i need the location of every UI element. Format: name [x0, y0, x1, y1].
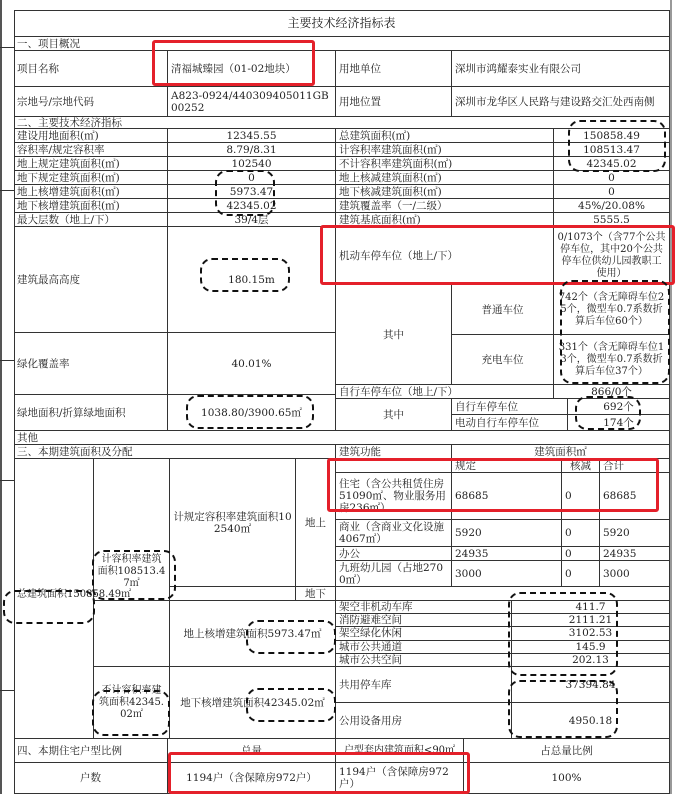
hz-value: 202.13: [512, 654, 670, 667]
indicator-label: 建筑基底面积(㎡): [336, 213, 554, 227]
dx-value: 4950.18: [512, 703, 670, 739]
hz-value: 145.9: [512, 641, 670, 654]
margin-tick: [0, 480, 14, 481]
s4-ratio-header: 占总量比例: [464, 739, 670, 763]
indicator-value: 5973.47: [168, 185, 336, 199]
bike-label: 自行车停车位: [452, 399, 568, 415]
parcel-code-value: A823-0924/440309405011GB00252: [168, 87, 336, 117]
ebike-label: 电动自行车停车位: [452, 415, 568, 431]
hz-area-cell: 地上核增建筑面积5973.47㎡: [170, 601, 336, 667]
hushu-label: 户数: [14, 763, 168, 794]
green-cover-value: 40.01%: [168, 333, 336, 395]
indicator-label: 容积率/规定容积率: [14, 143, 168, 157]
hz-name: 城市公共通道: [336, 641, 512, 654]
parking-label: 机动车停车位（地上/下）: [336, 227, 554, 285]
indicator-label: 地下核减建筑面积(㎡): [336, 185, 554, 199]
func-header: 建筑功能: [336, 445, 452, 459]
section-3-header: 三、本期建筑面积及分配: [14, 445, 336, 459]
s4-total-header: 总量: [168, 739, 336, 763]
function-hejian: 0: [562, 520, 600, 547]
indicator-value: 150858.49: [554, 129, 670, 143]
total-area-cell: 总建筑面积150858.49㎡: [14, 459, 94, 739]
indicator-label: 最大层数（地上/下）: [14, 213, 168, 227]
function-name: 办公: [336, 547, 452, 561]
section-2-header: 二、主要技术经济指标: [14, 117, 670, 129]
indicator-label: 地下规定建筑面积(㎡): [14, 171, 168, 185]
dxhz-area-cell: 地下核增建筑面积42345.02㎡: [170, 667, 336, 739]
bike-qizhong: 其中: [336, 399, 452, 431]
col-heji: 合计: [600, 459, 670, 473]
function-hejian: 0: [562, 473, 600, 520]
project-name-label: 项目名称: [14, 51, 168, 87]
indicator-label: 建设用地面积(㎡): [14, 129, 168, 143]
section-4-header: 四、本期住宅户型比例: [14, 739, 168, 763]
function-name: 住宅（含公共租赁住房51090㎡、物业服务用房236㎡）: [336, 473, 452, 520]
indicator-value: 45%/20.08%: [554, 199, 670, 213]
bike-parking-value: 866/0个: [554, 385, 670, 399]
indicator-label: 建筑覆盖率（一/二级）: [336, 199, 554, 213]
hushu-total: 1194户（含保障房972户）: [168, 763, 336, 794]
function-guiding: 3000: [452, 561, 562, 587]
indicator-label: 总建筑面积(㎡): [336, 129, 554, 143]
indicator-value: 0: [554, 185, 670, 199]
hz-name: 架空非机动车库: [336, 601, 512, 614]
bike-value: 692个: [568, 399, 670, 415]
indicator-value: 42345.02: [554, 157, 670, 171]
indicator-label: 计容积率建筑面积(㎡): [336, 143, 554, 157]
jr-blank: [94, 601, 170, 667]
function-heji: 68685: [600, 473, 670, 520]
hz-value: 2111.21: [512, 614, 670, 627]
indicator-value: 12345.55: [168, 129, 336, 143]
gd-area-cell: 计规定容积率建筑面积102540㎡: [170, 459, 296, 587]
function-heji: 5920: [600, 520, 670, 547]
max-height-value: 180.15m: [168, 227, 336, 333]
land-user-label: 用地单位: [336, 51, 452, 87]
margin-tick: [0, 190, 14, 191]
indicator-label: 地上核增建筑面积(㎡): [14, 185, 168, 199]
margin-tick: [0, 690, 14, 691]
indicator-label: 不计容积率建筑面积(㎡): [336, 157, 554, 171]
function-guiding: 5920: [452, 520, 562, 547]
function-name: 商业（含商业文化设施4067㎡）: [336, 520, 452, 547]
s4-under90-header: 户型套内建筑面积<90㎡: [336, 739, 464, 763]
indicator-value: 108513.47: [554, 143, 670, 157]
bjr-area-cell: 不计容积率建筑面积42345.02㎡: [94, 667, 170, 739]
indicator-value: 42345.02: [168, 199, 336, 213]
normal-parking-label: 普通车位: [452, 285, 554, 335]
function-hejian: 0: [562, 547, 600, 561]
green-area-value: 1038.80/3900.65㎡: [168, 395, 336, 431]
jr-area-cell: 计容积率建筑面积108513.47㎡: [94, 459, 170, 601]
normal-parking-value: 742个（含无障碍车位25个，微型车0.7系数折算后车位60个）: [554, 285, 670, 335]
parking-qizhong: 其中: [336, 285, 452, 385]
hushu-ratio: 100%: [464, 763, 670, 794]
parking-value: 0/1073个（含77个公共停车位，其中20个公共停车位供幼儿园教职工使用）: [554, 227, 670, 285]
land-location-value: 深圳市龙华区人民路与建设路交汇处西南侧: [452, 87, 670, 117]
bike-parking-label: 自行车停车位（地上/下）: [336, 385, 554, 399]
hushu-under90: 1194户（含保障房972户）: [336, 763, 464, 794]
function-hejian: 0: [562, 561, 600, 587]
hz-name: 消防避难空间: [336, 614, 512, 627]
function-guiding: 24935: [452, 547, 562, 561]
indicator-label: 地下核增建筑面积(㎡): [14, 199, 168, 213]
ebike-value: 174个: [568, 415, 670, 431]
other-row: 其他: [14, 431, 670, 445]
indicator-value: 0: [554, 171, 670, 185]
area-header: 建筑面积㎡: [452, 445, 670, 459]
max-height-label: 建筑最高高度: [14, 227, 168, 333]
indicator-value: 102540: [168, 157, 336, 171]
indicator-value: 0: [168, 171, 336, 185]
function-heji: 24935: [600, 547, 670, 561]
margin-tick: [0, 47, 14, 48]
hz-name: 架空绿化休闲: [336, 627, 512, 640]
dx-name: 共用停车库: [336, 667, 512, 703]
indicator-value: 5555.5: [554, 213, 670, 227]
hz-value: 3102.53: [512, 627, 670, 640]
indicator-label: 地上规定建筑面积(㎡): [14, 157, 168, 171]
section-1-header: 一、项目概况: [14, 37, 670, 51]
dixia-cell: 地下: [296, 587, 336, 601]
land-location-label: 用地位置: [336, 87, 452, 117]
parcel-code-label: 宗地号/宗地代码: [14, 87, 168, 117]
charge-parking-value: 331个（含无障碍车位13个，微型车0.7系数折算后车位37个）: [554, 335, 670, 385]
table-title: 主要技术经济指标表: [14, 10, 670, 37]
charge-parking-label: 充电车位: [452, 335, 554, 385]
hz-name: 城市公共空间: [336, 654, 512, 667]
indicator-label: 地上核减建筑面积(㎡): [336, 171, 554, 185]
dx-value: 37394.84: [512, 667, 670, 703]
col-guiding: 规定: [452, 459, 562, 473]
green-area-label: 绿地面积/折算绿地面积: [14, 395, 168, 431]
indicator-value: 8.79/8.31: [168, 143, 336, 157]
dixia-row-blank: [336, 587, 670, 601]
page-edge-right: [670, 0, 672, 794]
land-user-value: 深圳市鸿耀泰实业有限公司: [452, 51, 670, 87]
func-sub-blank: [336, 459, 452, 473]
indicator-value: 39/4层: [168, 213, 336, 227]
function-name: 九班幼儿园（占地2700㎡）: [336, 561, 452, 587]
dixia-blank: [170, 587, 296, 601]
function-guiding: 68685: [452, 473, 562, 520]
margin-tick: [0, 360, 14, 361]
dx-name: 公用设备用房: [336, 703, 512, 739]
hz-value: 411.7: [512, 601, 670, 614]
col-hejian: 核减: [562, 459, 600, 473]
project-name-value: 清福城臻园（01-02地块）: [168, 51, 336, 87]
green-cover-label: 绿化覆盖率: [14, 333, 168, 395]
page-edge: [0, 0, 2, 794]
dishang-cell: 地上: [296, 459, 336, 587]
function-heji: 3000: [600, 561, 670, 587]
